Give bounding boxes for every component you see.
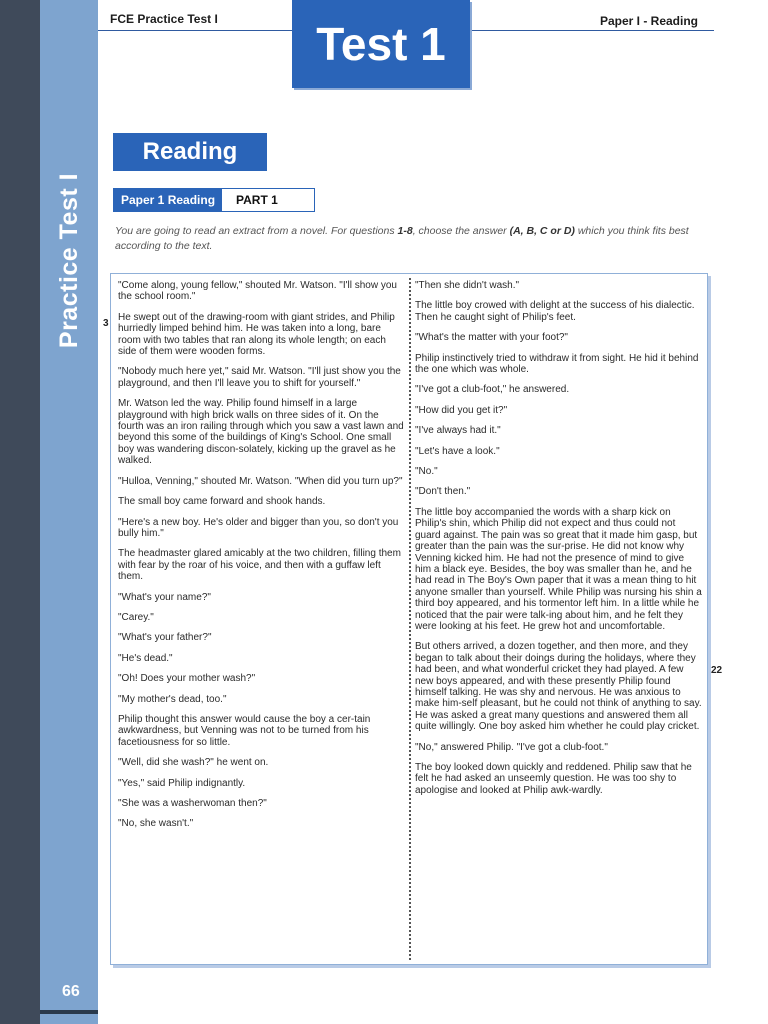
sidebar-label bbox=[48, 155, 92, 365]
paper-label: Paper 1 Reading bbox=[114, 189, 222, 211]
paragraph: "Here's a new boy. He's older and bigger than you, so don't you bully him." bbox=[118, 516, 399, 539]
instructions bbox=[115, 224, 705, 254]
header-paper-title: Paper I - Reading bbox=[599, 14, 698, 28]
paragraph: "Hulloa, Venning," shouted Mr. Watson. "When did you turn up?" bbox=[118, 475, 403, 487]
section-title: Reading bbox=[113, 133, 267, 171]
left-column bbox=[118, 280, 405, 839]
page-number: 66 bbox=[62, 983, 80, 1000]
sidebar-label-text: Practice Test I bbox=[55, 172, 84, 348]
paragraph: "I've always had it." bbox=[415, 425, 501, 437]
paragraph: "Don't then." bbox=[415, 486, 471, 498]
instructions-text-2: , choose the answer bbox=[412, 225, 510, 237]
line-number-22: 22 bbox=[711, 665, 723, 676]
paragraph: "No." bbox=[415, 466, 438, 478]
paragraph: "How did you get it?" bbox=[415, 404, 508, 416]
paragraph: The small boy came forward and shook hands. bbox=[118, 496, 326, 508]
paragraph: "My mother's dead, too." bbox=[118, 693, 227, 705]
paragraph: "Then she didn't wash." bbox=[415, 280, 520, 291]
paragraph: "What's the matter with your foot?" bbox=[415, 332, 568, 344]
paragraph: Philip thought this answer would cause the boy a cer-tain awkwardness, but Venning was not to be turned from his facetiousness for so little. bbox=[118, 713, 371, 748]
paragraph: "Yes," said Philip indignantly. bbox=[118, 777, 246, 789]
paper-part-tab bbox=[113, 188, 315, 212]
paragraph: The little boy crowed with delight at the success of his dialectic. Then he caught sight of Philip's feet. bbox=[415, 300, 695, 323]
paragraph: But others arrived, a dozen together, and then more, and they began to talk about their doings during the holidays, where they had been, and what wonderful cricket they had played. A few new boys appeared, and with these presently Philip found himself talking. He was shy and nervous. He was anxious to make him-self pleasant, but he could not think of anything to say. He was asked a great many questions and answered them all quite willingly. One boy asked him whether he could play cricket. bbox=[415, 641, 702, 733]
paragraph: "Nobody much here yet," said Mr. Watson. "I'll just show you the playground, and then I'll leave you to shift for yourself." bbox=[118, 366, 401, 389]
header-book-title: FCE Practice Test I bbox=[110, 12, 218, 26]
paragraph: "Come along, young fellow," shouted Mr. Watson. "I'll show you the school room." bbox=[118, 280, 397, 303]
paragraph: "What's your father?" bbox=[118, 632, 212, 644]
paragraph: The boy looked down quickly and reddened. Philip saw that he felt he had asked an unseemly question. He was too shy to apologise and looked at Philip awk-wardly. bbox=[415, 762, 692, 796]
paragraph: "He's dead." bbox=[118, 652, 173, 664]
column-divider bbox=[409, 278, 411, 960]
paragraph: "Let's have a look." bbox=[415, 445, 500, 457]
page-edge-strip bbox=[0, 0, 40, 1024]
paragraph: "What's your name?" bbox=[118, 591, 211, 603]
paragraph: Mr. Watson led the way. Philip found himself in a large playground with high brick walls on three sides of it. On the fourth was an iron railing through which you saw a vast lawn and beyond this some of the buildings of King's School. One small boy was wandering discon-solately, kicking up the gravel as he walked. bbox=[118, 398, 404, 467]
paragraph: The headmaster glared amicably at the two children, filling them with fear by the roar of his voice, and then with a guffaw left them. bbox=[118, 548, 401, 583]
paragraph: "She was a washerwoman then?" bbox=[118, 798, 267, 809]
instructions-range: 1-8 bbox=[397, 225, 413, 237]
paragraph: "I've got a club-foot," he answered. bbox=[415, 384, 570, 396]
paragraph: The little boy accompanied the words with a sharp kick on Philip's shin, which Philip did not expect and thus could not guard against. The pain was so great that it made him gasp, but greater than the pain was the sur-prise. He did not know why Venning kicked him. He had not the presence of mind to give him a black eye. Besides, the boy was smaller than he, and he had read in The Boy's Own paper that it was a mean thing to hit anyone smaller than yourself. While Philip was nursing his shin a third boy appeared, and his tormentor left him. In a little while he noticed that the pair were talk-ing about him, and he felt they were looking at his feet. He grew hot and uncomfortable. bbox=[415, 506, 702, 632]
line-number-3: 3 bbox=[103, 318, 109, 329]
paragraph: "No," answered Philip. "I've got a club-foot." bbox=[415, 741, 608, 753]
right-column bbox=[415, 280, 702, 805]
paragraph: "Carey." bbox=[118, 611, 154, 623]
paragraph: "Well, did she wash?" he went on. bbox=[118, 757, 269, 769]
paragraph: "No, she wasn't." bbox=[118, 818, 194, 830]
paragraph: Philip instinctively tried to withdraw it from sight. He hid it behind the one which was whole. bbox=[415, 352, 699, 376]
paragraph: "Oh! Does your mother wash?" bbox=[118, 673, 256, 685]
instructions-text-3: which you think fits best according to the text. bbox=[115, 225, 689, 252]
sidebar-band bbox=[40, 0, 98, 1024]
footer-rule bbox=[40, 1010, 98, 1014]
instructions-text-1: You are going to read an extract from a novel. For questions bbox=[115, 225, 398, 237]
reading-text-box bbox=[110, 273, 708, 965]
instructions-options: (A, B, C or D) bbox=[509, 225, 575, 237]
test-title-box: Test 1 bbox=[292, 0, 470, 88]
paragraph: He swept out of the drawing-room with giant strides, and Philip hurriedly limped behind him. He was taken into a long, bare room with two tables that ran along its whole length; on each side of them were wooden forms. bbox=[118, 311, 395, 358]
part-label: PART 1 bbox=[222, 189, 292, 211]
